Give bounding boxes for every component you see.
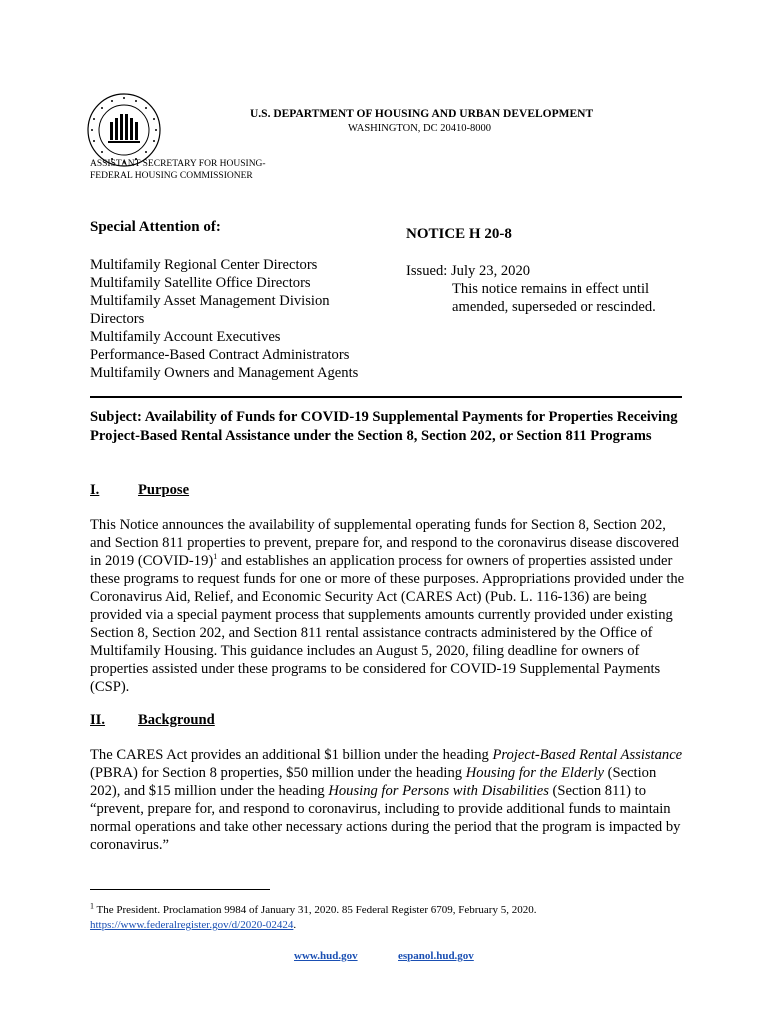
espanol-website-link[interactable]: espanol.hud.gov: [398, 950, 474, 962]
footnote: $^1$ The President. Proclamation 9984 of January 31, 2020. 85 Federal Register 6709, February 5, 2020. https://www.federalregister.gov/d/2020-02424.: [90, 901, 537, 931]
notice-number: NOTICE H 20-8: [406, 226, 512, 242]
recipient-item: Multifamily Asset Management Division: [90, 293, 330, 309]
header-divider: [90, 396, 682, 398]
recipient-item: Multifamily Owners and Management Agents: [90, 365, 359, 381]
department-name: U.S. DEPARTMENT OF HOUSING AND URBAN DEVELOPMENT: [250, 108, 594, 120]
recipient-item: Performance-Based Contract Administrators: [90, 347, 350, 363]
department-address: WASHINGTON, DC 20410-8000: [348, 123, 492, 134]
subject-line: Subject: Availability of Funds for COVID-19 Supplemental Payments for Properties Receiving Project-Based Rental Assistance under the Section 8, Section 202, or Section 811 Programs: [90, 409, 678, 444]
special-attention-title: Special Attention of:: [90, 219, 221, 235]
hud-seal-logo: [86, 92, 162, 168]
background-paragraph: The CARES Act provides an additional $1 billion under the heading Project-Based Rental Assistance (PBRA) for Section 8 properties, $50 million under the heading Housing for the Elderly (Section 202), and $15 million under the heading Housing for Persons with Disabilities (Section 811) to “prevent, prepare for, and respond to coronavirus, including to provide additional funds to maintain normal operations and take other necessary actions during the period that the program is impacted by coronavirus.”: [90, 747, 683, 853]
footnote-reference[interactable]: 1: [213, 552, 218, 562]
section-heading-background: II. Background: [90, 712, 215, 728]
footnote-divider: [90, 889, 270, 890]
recipient-item: Multifamily Regional Center Directors: [90, 257, 318, 273]
purpose-paragraph: This Notice announces the availability of supplemental operating funds for Section 8, Section 202, and Section 811 properties to prevent, prepare for, and respond to the coronavirus disease discovered in 2019 (COVID-19)$^1$ and establishes an application process for owners of properties assisted under these programs to request funds for one or more of these purposes. Appropriations provided under the Coronavirus Aid, Relief, and Economic Security Act (CARES Act) (Pub. L. 116-136) are being provided via a special payment process that supplements amounts currently provided under existing Section 8, Section 202, and Section 811 rental assistance contracts administered by the Office of Multifamily Housing. This guidance includes an August 5, 2020, filing deadline for owners of properties assisted under these programs to be considered for COVID-19 Supplemental Payments (CSP).: [90, 517, 685, 695]
hud-website-link[interactable]: www.hud.gov: [294, 950, 358, 962]
effect-statement: This notice remains in effect until amended, superseded or rescinded.: [452, 281, 656, 315]
recipient-item: Directors: [90, 311, 145, 327]
recipient-item: Multifamily Account Executives: [90, 329, 281, 345]
federal-register-link[interactable]: https://www.federalregister.gov/d/2020-02424: [90, 919, 294, 931]
recipient-list: [90, 256, 380, 382]
recipient-item: Multifamily Satellite Office Directors: [90, 275, 311, 291]
issued-date: Issued: July 23, 2020: [406, 263, 531, 279]
section-heading-purpose: I. Purpose: [90, 482, 190, 498]
assistant-secretary-label: ASSISTANT SECRETARY FOR HOUSING- FEDERAL HOUSING COMMISSIONER: [90, 159, 266, 181]
